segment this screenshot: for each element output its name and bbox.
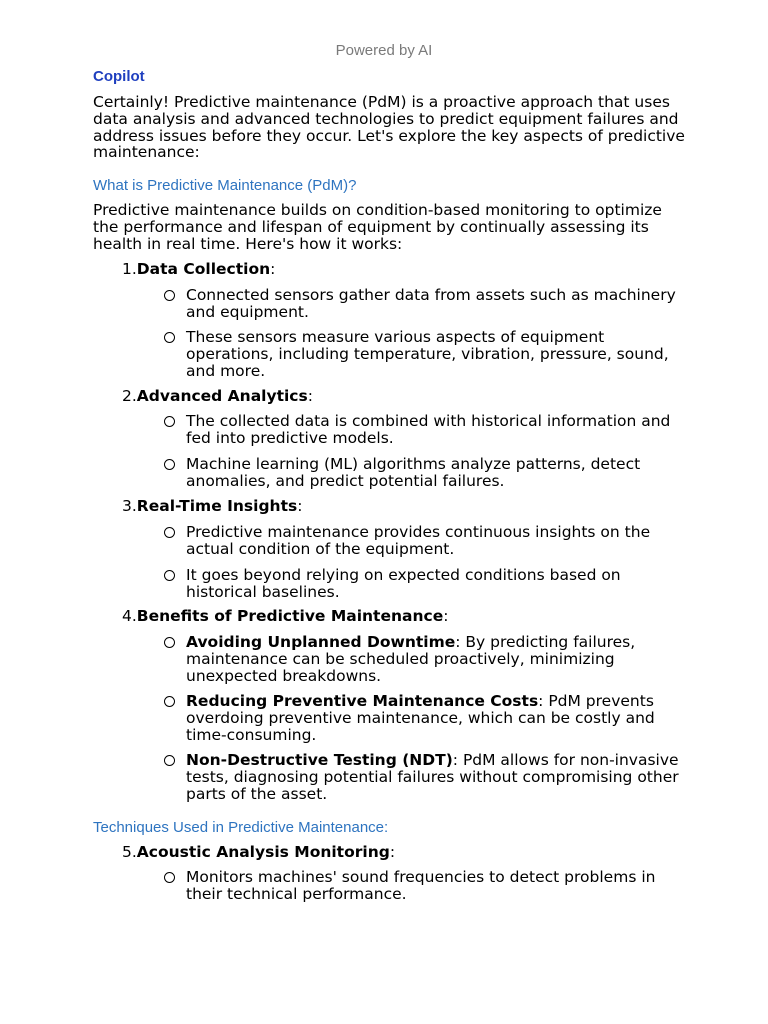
list-item	[122, 844, 395, 861]
powered-by-label: Powered by AI	[335, 42, 433, 59]
intro-paragraph: Certainly! Predictive maintenance (PdM) is a proactive approach that uses data analysis and advanced technologies to predict equipment failures and address issues before they occur. Let's explore the key aspects of predictive maintenance:	[93, 93, 685, 162]
list-item-title: Acoustic Analysis Monitoring	[136, 843, 390, 861]
circle-bullet-icon	[164, 637, 175, 648]
bullet-text: Predictive maintenance provides continuous insights on the actual condition of the equipment.	[186, 523, 651, 558]
bullet-bold-term: Avoiding Unplanned Downtime	[186, 633, 456, 651]
bullet-bold-term: Non-Destructive Testing (NDT)	[186, 751, 453, 769]
list-item-colon: :	[389, 843, 396, 861]
bullet-text: The collected data is combined with historical information and fed into predictive models.	[186, 412, 671, 447]
list-item-colon: :	[443, 607, 449, 625]
list-item-title: Real-Time Insights	[136, 497, 298, 515]
circle-bullet-icon	[164, 290, 175, 301]
bullet-item	[186, 693, 686, 743]
section-paragraph: Predictive maintenance builds on condition-based monitoring to optimize the performance and lifespan of equipment by continually assessing its health in real time. Here's how it works:	[93, 201, 662, 253]
bullet-text: : PdM prevents overdoing preventive maintenance, which can be costly and time-consuming.	[186, 692, 655, 744]
list-item-colon: :	[297, 497, 303, 515]
list-item	[122, 498, 302, 515]
list-number: 1.	[122, 260, 137, 278]
bullet-text: Connected sensors gather data from assets such as machinery and equipment.	[186, 286, 676, 321]
bullet-item	[186, 634, 686, 684]
circle-bullet-icon	[164, 527, 175, 538]
bullet-text: : PdM allows for non-invasive tests, diagnosing potential failures without compromising other parts of the asset.	[186, 751, 679, 803]
circle-bullet-icon	[164, 755, 175, 766]
bullet-text: Monitors machines' sound frequencies to detect problems in their technical performance.	[186, 868, 656, 903]
bullet-bold-term: Reducing Preventive Maintenance Costs	[186, 692, 539, 710]
bullet-text: Machine learning (ML) algorithms analyze patterns, detect anomalies, and predict potential failures.	[186, 455, 641, 490]
list-number: 3.	[122, 497, 137, 515]
list-number: 5.	[122, 843, 137, 861]
list-item-title: Data Collection	[136, 260, 271, 278]
section-heading-techniques: Techniques Used in Predictive Maintenance:	[93, 819, 389, 836]
bullet-item	[186, 567, 686, 601]
bullet-item	[186, 329, 686, 379]
list-item	[122, 261, 275, 278]
author-label: Copilot	[93, 68, 145, 85]
bullet-item	[186, 287, 686, 321]
bullet-item	[186, 869, 686, 903]
bullet-item	[186, 524, 686, 558]
circle-bullet-icon	[164, 570, 175, 581]
list-item-colon: :	[270, 260, 276, 278]
list-item-colon: :	[307, 387, 313, 405]
list-number: 4.	[122, 607, 137, 625]
list-item	[122, 388, 313, 405]
bullet-text: : By predicting failures, maintenance can be scheduled proactively, minimizing unexpected breakdowns.	[186, 633, 636, 685]
circle-bullet-icon	[164, 696, 175, 707]
circle-bullet-icon	[164, 332, 175, 343]
list-item	[122, 608, 448, 625]
bullet-item	[186, 752, 686, 802]
list-item-title: Benefits of Predictive Maintenance	[136, 607, 444, 625]
bullet-item	[186, 456, 686, 490]
list-number: 2.	[122, 387, 137, 405]
bullet-item	[186, 413, 686, 447]
bullet-text: It goes beyond relying on expected conditions based on historical baselines.	[186, 566, 621, 601]
circle-bullet-icon	[164, 459, 175, 470]
bullet-text: These sensors measure various aspects of equipment operations, including temperature, vibration, pressure, sound, and more.	[186, 328, 669, 380]
circle-bullet-icon	[164, 416, 175, 427]
list-item-title: Advanced Analytics	[136, 387, 308, 405]
circle-bullet-icon	[164, 872, 175, 883]
section-heading-pdm: What is Predictive Maintenance (PdM)?	[93, 177, 357, 194]
